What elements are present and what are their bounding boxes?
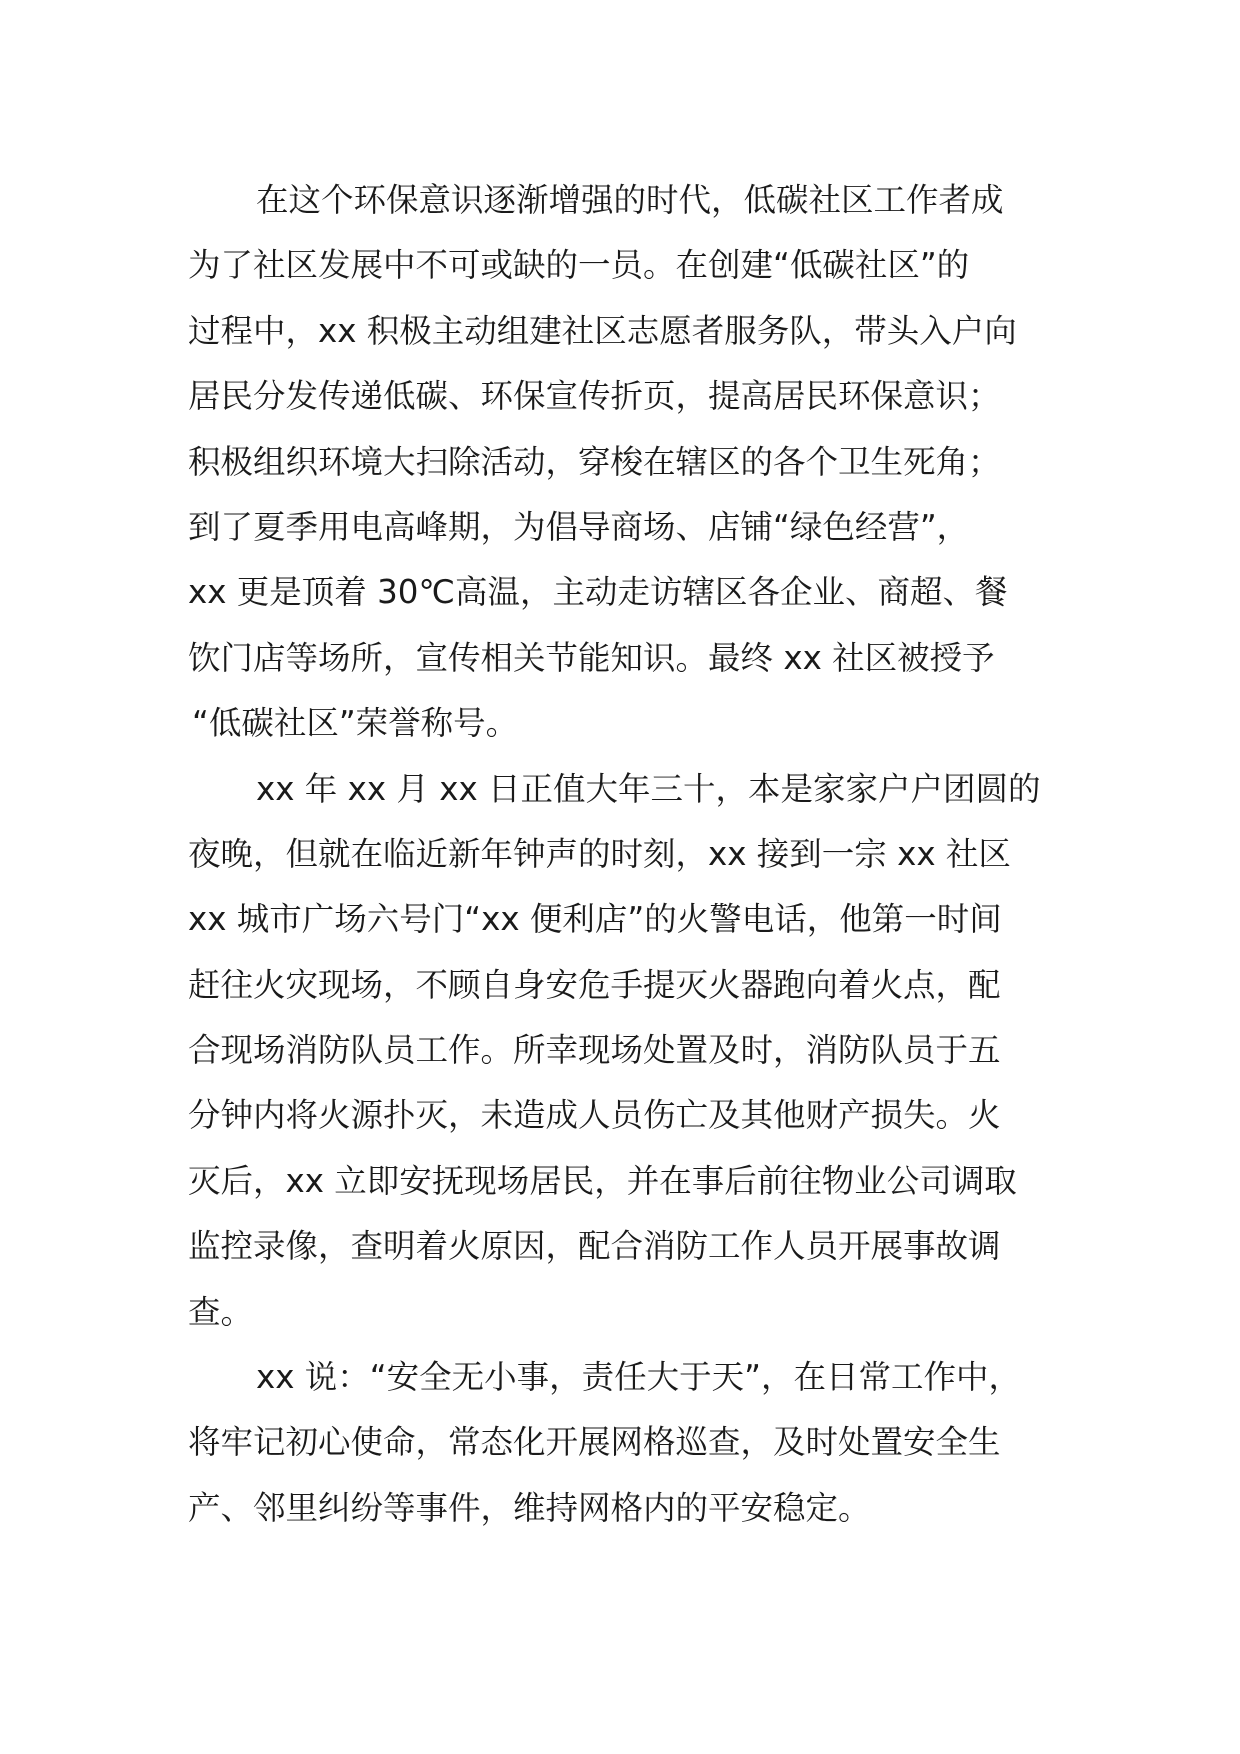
- text-line: 饮门店等场所，宣传相关节能知识。最终 xx 社区被授予: [188, 638, 995, 677]
- text-line: 查。: [188, 1292, 254, 1331]
- text-line: “低碳社区”荣誉称号。: [192, 704, 519, 743]
- text-line: 居民分发传递低碳、环保宣传折页，提高居民环保意识；: [188, 377, 1001, 416]
- text-line: 分钟内将火源扑灭，未造成人员伤亡及其他财产损失。火: [188, 1096, 1001, 1135]
- text-line: xx 说：“安全无小事，责任大于天”，在日常工作中，: [256, 1358, 1021, 1397]
- text-line: 为了社区发展中不可或缺的一员。在创建“低碳社区”的: [188, 246, 970, 285]
- text-line: 产、邻里纠纷等事件，维持网格内的平安稳定。: [188, 1488, 871, 1527]
- text-line: xx 年 xx 月 xx 日正值大年三十，本是家家户户团圆的: [256, 769, 1041, 808]
- text-line: 灭后，xx 立即安抚现场居民，并在事后前往物业公司调取: [188, 1161, 1017, 1200]
- text-line: 积极组织环境大扫除活动，穿梭在辖区的各个卫生死角；: [188, 442, 1001, 481]
- text-line: 赶往火灾现场，不顾自身安危手提灭火器跑向着火点，配: [188, 965, 1001, 1004]
- text-line: 监控录像，查明着火原因，配合消防工作人员开展事故调: [188, 1227, 1001, 1266]
- paragraph-safety-quote: [188, 1345, 1068, 1541]
- text-line: 合现场消防队员工作。所幸现场处置及时，消防队员于五: [188, 1031, 1001, 1070]
- text-line: 将牢记初心使命，常态化开展网格巡查，及时处置安全生: [188, 1423, 1001, 1462]
- text-line: 到了夏季用电高峰期，为倡导商场、店铺“绿色经营”，: [188, 507, 970, 546]
- paragraph-fire-incident: [188, 757, 1068, 1346]
- text-line: 过程中，xx 积极主动组建社区志愿者服务队，带头入户向: [188, 311, 1017, 350]
- document-body: [188, 168, 1068, 1541]
- text-line: 在这个环保意识逐渐增强的时代，低碳社区工作者成: [256, 181, 1004, 219]
- text-line: xx 更是顶着 30℃高温，主动走访辖区各企业、商超、餐: [188, 573, 1008, 612]
- text-line: xx 城市广场六号门“xx 便利店”的火警电话，他第一时间: [188, 900, 1002, 939]
- text-line: 夜晚，但就在临近新年钟声的时刻，xx 接到一宗 xx 社区: [188, 834, 1011, 873]
- paragraph-low-carbon: [188, 168, 1068, 757]
